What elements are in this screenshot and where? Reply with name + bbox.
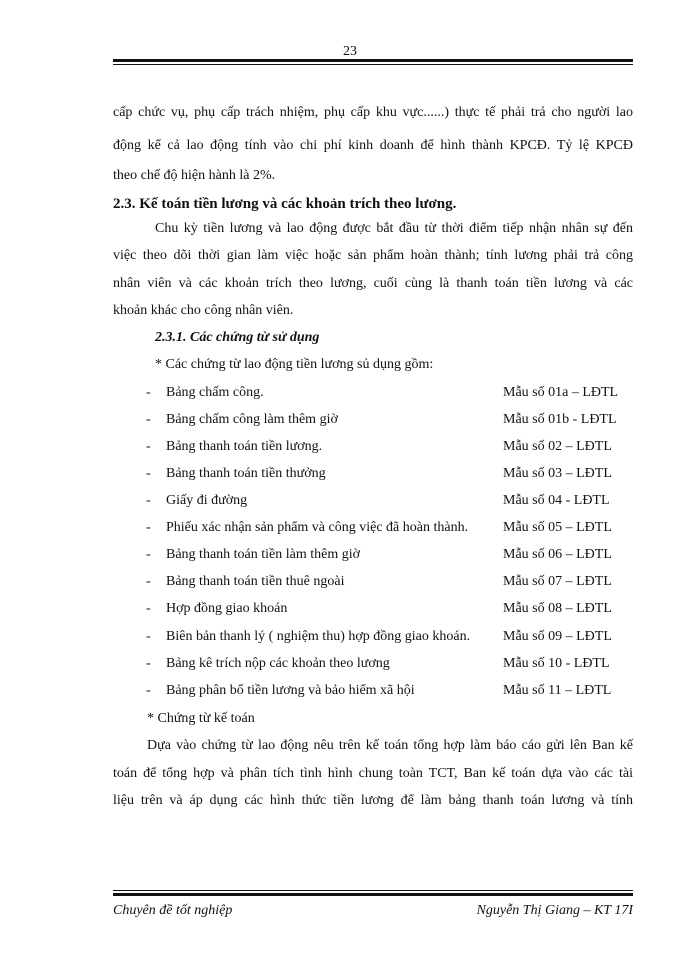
bullet-dash: - (146, 629, 151, 644)
document-name: Bảng phân bổ tiền lương và bảo hiểm xã hội (166, 683, 415, 698)
document-row (0, 520, 700, 540)
paragraph-line: Chu kỳ tiền lương và lao động được bắt đầu từ thời điểm tiếp nhận nhân sự đến (155, 221, 633, 236)
bullet-dash: - (146, 656, 151, 671)
document-name: Bảng thanh toán tiền lương. (166, 439, 323, 454)
paragraph-line: toán để tổng hợp và phân tích tình hình chung toàn TCT, Ban kế toán dựa vào các tài (113, 766, 633, 781)
paragraph-line: việc theo dõi thời gian làm việc hoặc sản phẩm hoàn thành; tính lương phải trả công (113, 248, 633, 263)
document-row (0, 439, 700, 459)
document-row (0, 412, 700, 432)
page-number: 23 (343, 44, 357, 59)
document-code: Mẫu số 05 – LĐTL (503, 520, 612, 535)
document-row (0, 547, 700, 567)
document-code: Mẫu số 03 – LĐTL (503, 466, 612, 481)
document-name: Bảng thanh toán tiền làm thêm giờ (166, 547, 361, 562)
document-row (0, 493, 700, 513)
paragraph-line: Dựa vào chứng từ lao động nêu trên kế toán tổng hợp làm báo cáo gửi lên Ban kế (147, 738, 633, 753)
documents-lead: * Các chứng từ lao động tiền lương sủ dụng gồm: (155, 357, 434, 372)
footer-rule-thin (113, 890, 633, 891)
document-name: Bảng thanh toán tiền thưởng (166, 466, 326, 481)
document-name: Hợp đồng giao khoán (166, 601, 288, 616)
footer-left-text: Chuyên đề tốt nghiệp (113, 903, 233, 918)
document-code: Mẫu số 01a – LĐTL (503, 385, 619, 400)
document-row (0, 683, 700, 703)
document-code: Mẫu số 07 – LĐTL (503, 574, 612, 589)
document-row (0, 601, 700, 621)
footer-right-text: Nguyễn Thị Giang – KT 17I (476, 903, 633, 918)
paragraph-line: liệu trên và áp dụng các hình thức tiền lương để làm bảng thanh toán lương và tính (113, 793, 633, 808)
bullet-dash: - (146, 601, 151, 616)
bullet-dash: - (146, 493, 151, 508)
bullet-dash: - (146, 466, 151, 481)
document-row (0, 385, 700, 405)
document-code: Mẫu số 06 – LĐTL (503, 547, 612, 562)
document-name: Biên bản thanh lý ( nghiệm thu) hợp đồng giao khoán. (166, 629, 471, 644)
header-rule-thick (113, 59, 633, 62)
document-row (0, 574, 700, 594)
document-row (0, 466, 700, 486)
bullet-dash: - (146, 385, 151, 400)
document-code: Mẫu số 02 – LĐTL (503, 439, 612, 454)
document-name: Phiếu xác nhận sản phẩm và công việc đã hoàn thành. (166, 520, 469, 535)
document-name: Bảng kê trích nộp các khoản theo lương (166, 656, 390, 671)
subsection-heading: 2.3.1. Các chứng từ sử dụng (155, 330, 320, 345)
bullet-dash: - (146, 547, 151, 562)
document-code: Mẫu số 04 - LĐTL (503, 493, 610, 508)
intro-line: cấp chức vụ, phụ cấp trách nhiệm, phụ cấp khu vực......) thực tế phải trả cho người lao (113, 105, 633, 120)
bullet-dash: - (146, 439, 151, 454)
document-code: Mẫu số 09 – LĐTL (503, 629, 612, 644)
paragraph-line: khoản khác cho công nhân viên. (113, 303, 294, 318)
document-code: Mẫu số 08 – LĐTL (503, 601, 612, 616)
header-rule-thin (113, 64, 633, 65)
document-code: Mẫu số 11 – LĐTL (503, 683, 612, 698)
bullet-dash: - (146, 683, 151, 698)
document-code: Mẫu số 01b - LĐTL (503, 412, 617, 427)
document-row (0, 656, 700, 676)
document-name: Bảng chấm công làm thêm giờ (166, 412, 338, 427)
intro-line: theo chế độ hiện hành là 2%. (113, 168, 276, 183)
document-name: Giấy đi đường (166, 493, 248, 508)
paragraph-line: nhân viên và các khoản trích theo lương, cuối cùng là thanh toán tiền lương và các (113, 276, 633, 291)
bullet-dash: - (146, 520, 151, 535)
document-row (0, 629, 700, 649)
intro-line: động kể cả lao động tính vào chi phí kinh doanh để hình thành KPCĐ. Tỷ lệ KPCĐ (113, 138, 633, 153)
document-code: Mẫu số 10 - LĐTL (503, 656, 610, 671)
accounting-docs-lead: * Chứng từ kế toán (147, 711, 255, 726)
bullet-dash: - (146, 412, 151, 427)
document-name: Bảng thanh toán tiền thuê ngoài (166, 574, 345, 589)
footer-rule-thick (113, 893, 633, 896)
bullet-dash: - (146, 574, 151, 589)
document-name: Bảng chấm công. (166, 385, 264, 400)
section-heading: 2.3. Kế toán tiền lương và các khoản trích theo lương. (113, 196, 457, 212)
